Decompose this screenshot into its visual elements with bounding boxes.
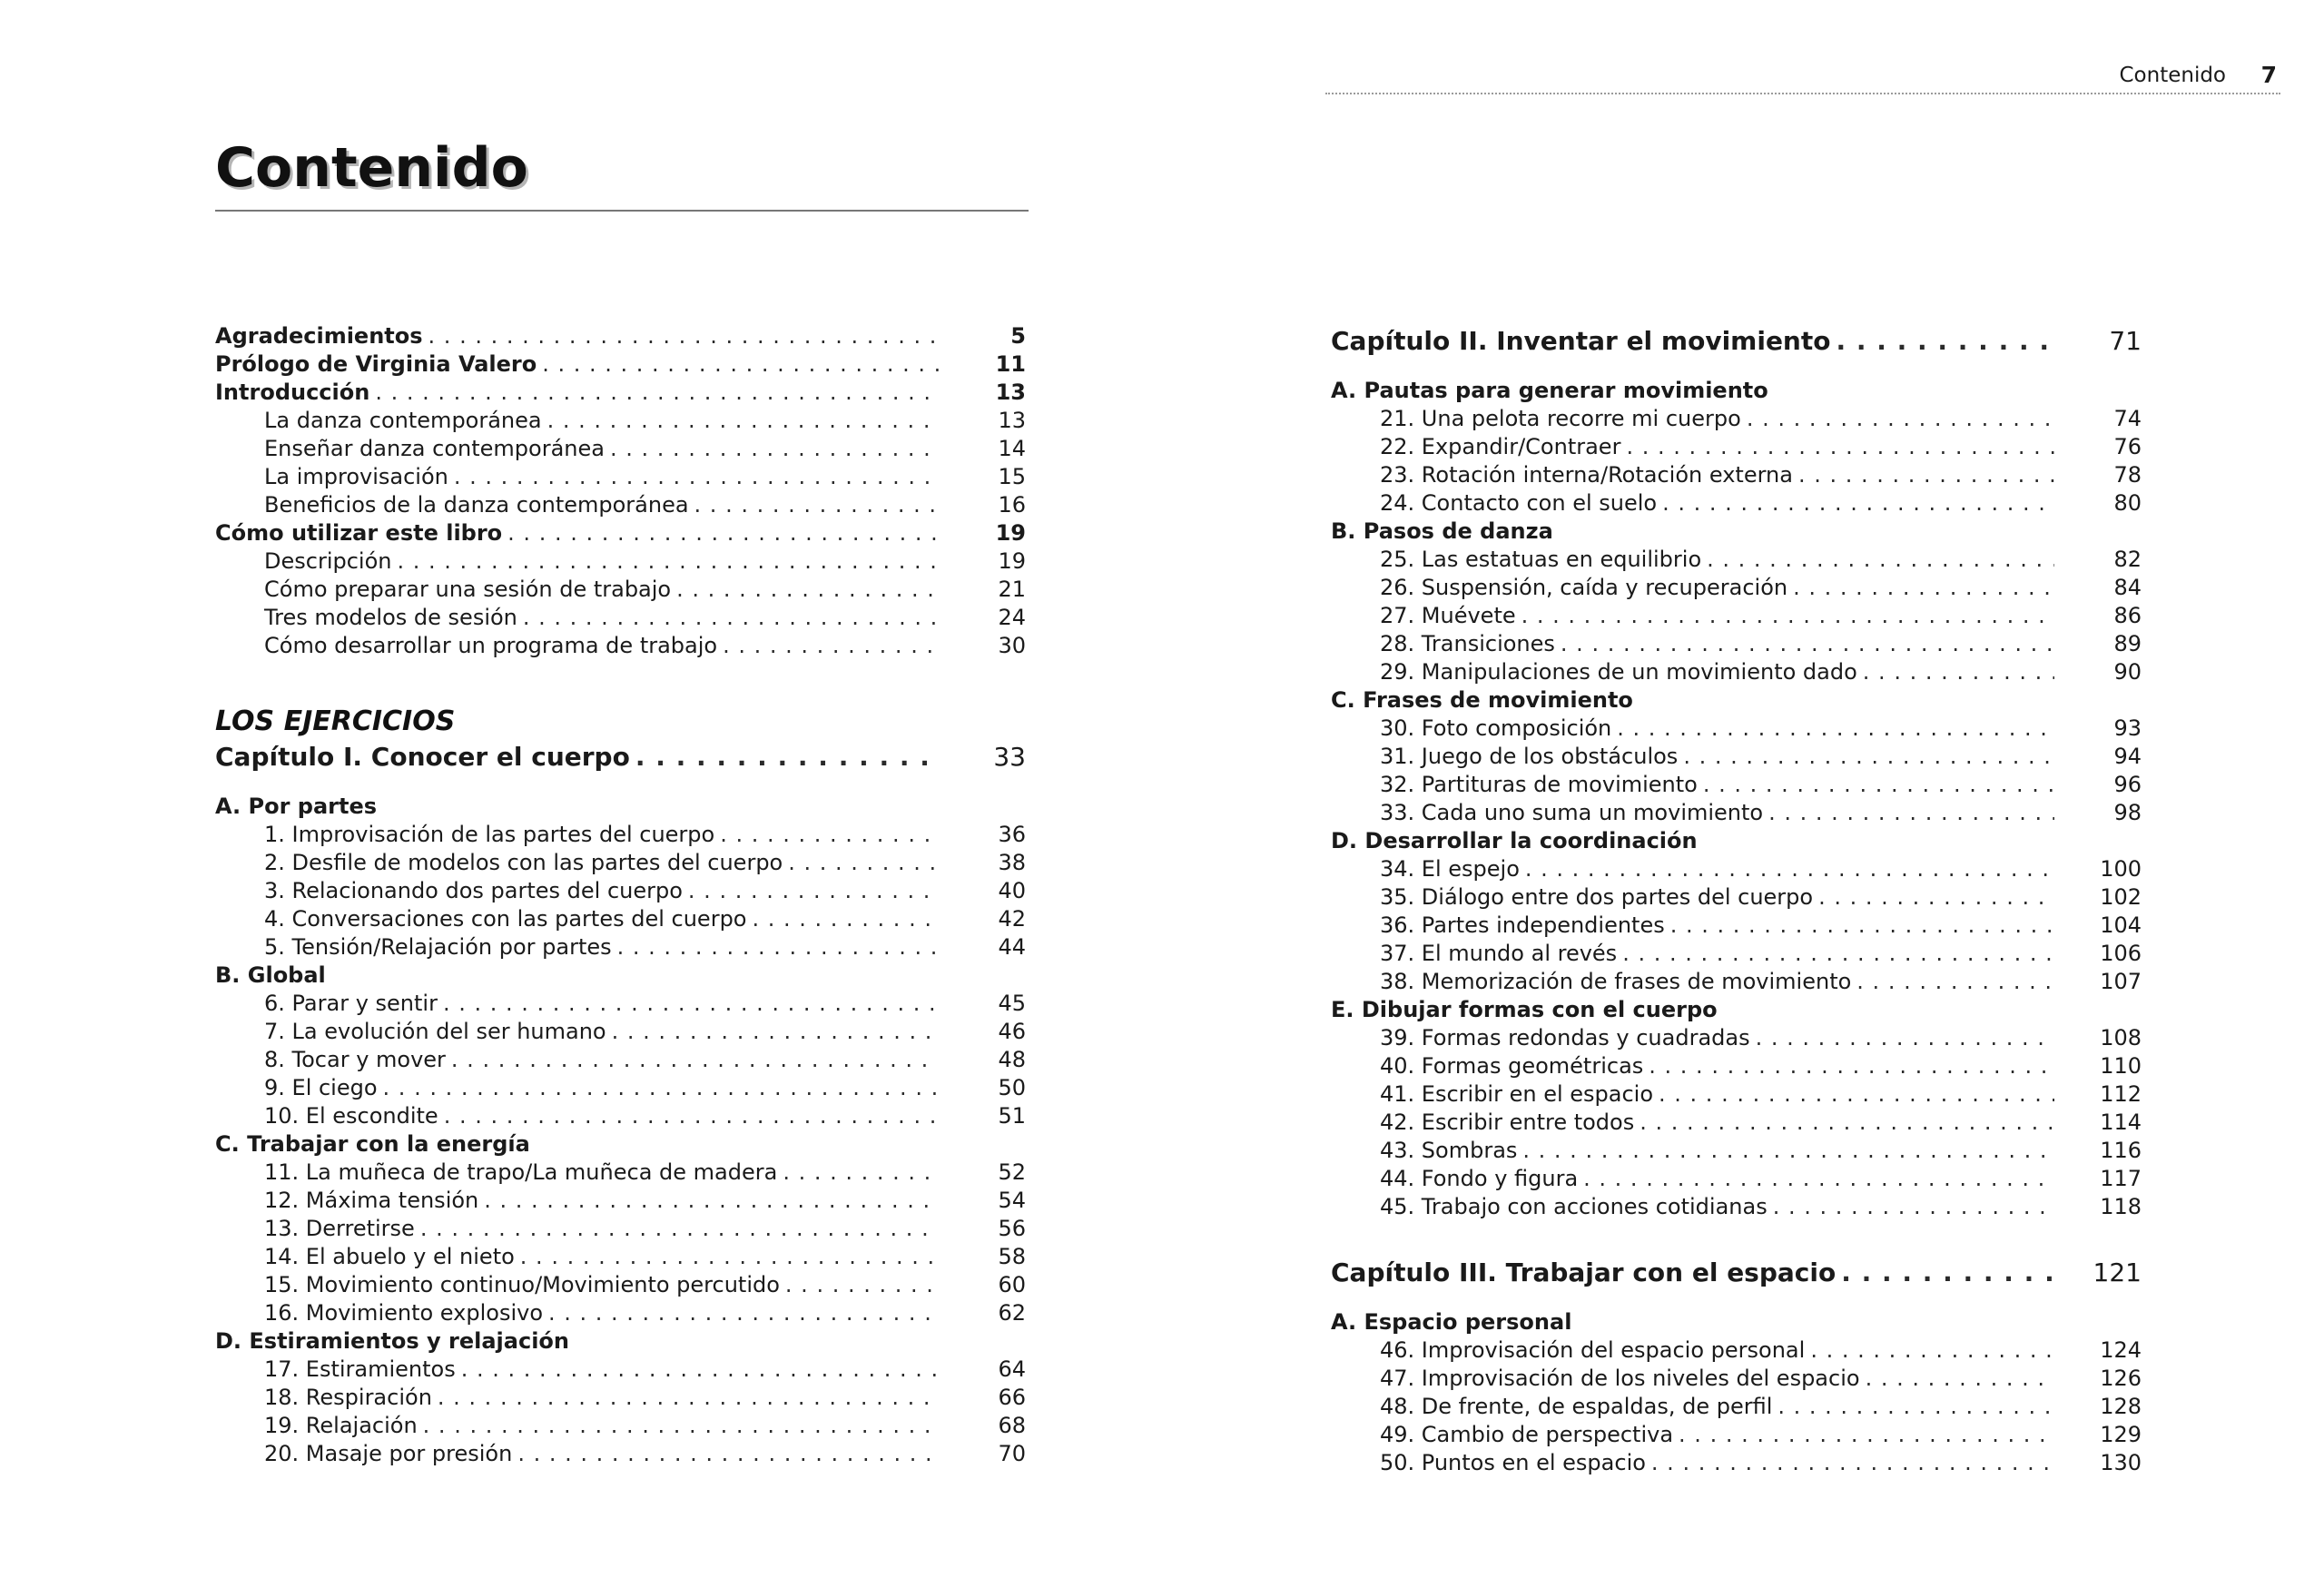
toc-entry[interactable] (1331, 855, 2142, 883)
dot-leader (1622, 940, 2054, 968)
toc-entry[interactable] (215, 1187, 1026, 1215)
toc-entry[interactable] (1331, 940, 2142, 968)
toc-entry[interactable] (1331, 630, 2142, 658)
toc-page-number: 84 (2113, 575, 2142, 600)
toc-page-number: 112 (2100, 1081, 2142, 1107)
toc-entry-title: 46. Improvisación del espacio personal (1380, 1337, 1806, 1363)
toc-page-number: 48 (998, 1047, 1026, 1072)
toc-page-number: 89 (2113, 631, 2142, 656)
toc-entry-title: 28. Transiciones (1380, 631, 1555, 656)
toc-page-number: 45 (998, 991, 1026, 1016)
spacer (1331, 360, 2142, 377)
dot-leader (1662, 489, 2054, 518)
toc-page-number: 108 (2100, 1025, 2142, 1050)
toc-page-number: 40 (998, 878, 1026, 903)
dot-leader (523, 604, 939, 632)
dot-leader (1707, 546, 2054, 574)
toc-page-number: 50 (998, 1075, 1026, 1100)
toc-page-number: 46 (998, 1019, 1026, 1044)
toc-page-number: 38 (998, 850, 1026, 875)
dot-leader (1756, 1024, 2054, 1052)
dot-leader (1703, 771, 2054, 799)
toc-entry[interactable] (215, 547, 1026, 576)
toc-entry[interactable] (1331, 1336, 2142, 1365)
dot-leader (617, 933, 939, 962)
toc-page-number: 121 (2093, 1257, 2142, 1287)
toc-entry[interactable] (215, 1412, 1026, 1440)
dot-leader (723, 632, 939, 660)
dot-leader (1521, 602, 2054, 630)
toc-page-number: 106 (2100, 941, 2142, 966)
toc-page-number: 90 (2113, 659, 2142, 685)
dot-leader (428, 322, 939, 350)
toc-entry[interactable] (1331, 1080, 2142, 1109)
toc-entry-title: 12. Máxima tensión (264, 1188, 479, 1213)
toc-page-number: 11 (995, 351, 1026, 377)
toc-entry[interactable] (1331, 658, 2142, 686)
toc-entry-title: 30. Foto composición (1380, 715, 1612, 741)
toc-entry[interactable] (215, 576, 1026, 604)
toc-entry[interactable] (1331, 489, 2142, 518)
toc-section-heading[interactable]: B. Pasos de danza (1331, 518, 1553, 544)
toc-entry-title: 24. Contacto con el suelo (1380, 490, 1658, 516)
toc-page-number: 102 (2100, 884, 2142, 910)
toc-page-number: 78 (2113, 462, 2142, 488)
toc-page-number: 93 (2113, 715, 2142, 741)
dot-leader (1679, 1421, 2054, 1449)
toc-page-number: 66 (998, 1385, 1026, 1410)
dot-leader (1810, 1336, 2054, 1365)
toc-entry-title: 20. Masaje por presión (264, 1441, 513, 1466)
toc-entry[interactable] (215, 933, 1026, 962)
toc-page-number: 68 (998, 1413, 1026, 1438)
toc-chapter[interactable] (1331, 322, 2142, 360)
toc-entry[interactable] (215, 1159, 1026, 1187)
toc-entry-title: La danza contemporánea (264, 408, 542, 433)
toc-entry-title: 42. Escribir entre todos (1380, 1110, 1635, 1135)
dot-leader (548, 1299, 939, 1327)
dot-leader (1561, 630, 2054, 658)
dot-leader (610, 435, 939, 463)
toc-entry-title: Prólogo de Virginia Valero (215, 351, 537, 377)
toc-page-number: 42 (998, 906, 1026, 932)
toc-section-heading[interactable]: B. Global (215, 962, 326, 988)
toc-entry[interactable] (1331, 574, 2142, 602)
toc-entry[interactable] (1331, 433, 2142, 461)
dot-leader (785, 1271, 939, 1299)
toc-page-number: 110 (2100, 1053, 2142, 1079)
toc-entry[interactable] (1331, 1109, 2142, 1137)
toc-section-heading[interactable]: C. Frases de movimiento (1331, 687, 1633, 713)
toc-page-number: 24 (998, 605, 1026, 630)
toc-entry[interactable] (1331, 968, 2142, 996)
dot-leader (517, 1440, 939, 1468)
dot-leader (635, 738, 939, 776)
toc-page-number: 54 (998, 1188, 1026, 1213)
toc-entry-title: 2. Desfile de modelos con las partes del cuerpo (264, 850, 783, 875)
toc-page-number: 107 (2100, 969, 2142, 994)
toc-page-number: 13 (995, 380, 1026, 405)
dot-leader (676, 576, 939, 604)
toc-page-number: 14 (998, 436, 1026, 461)
toc-entry[interactable] (1331, 1421, 2142, 1449)
toc-page-number: 5 (1010, 323, 1026, 349)
dot-leader (454, 463, 939, 491)
toc-entry-title: 16. Movimiento explosivo (264, 1300, 543, 1326)
toc-entry[interactable] (215, 1215, 1026, 1243)
toc-page-number: 117 (2100, 1166, 2142, 1191)
page-title: Contenido (215, 136, 528, 200)
toc-entry[interactable] (1331, 1024, 2142, 1052)
dot-leader (1777, 1393, 2054, 1421)
toc-page-number: 30 (998, 633, 1026, 658)
part-title: LOS EJERCICIOS (215, 705, 456, 737)
dot-leader (397, 547, 939, 576)
dot-leader (383, 1074, 939, 1102)
toc-entry-title: Cómo desarrollar un programa de trabajo (264, 633, 718, 658)
toc-entry-title: 35. Diálogo entre dos partes del cuerpo (1380, 884, 1814, 910)
toc-page-number: 21 (998, 577, 1026, 602)
toc-page-number: 15 (998, 464, 1026, 489)
dot-leader (444, 1102, 939, 1130)
toc-page-number: 129 (2100, 1422, 2142, 1447)
toc-entry-title: Beneficios de la danza contemporánea (264, 492, 689, 518)
toc-entry[interactable] (1331, 546, 2142, 574)
toc-page-number: 118 (2100, 1194, 2142, 1219)
toc-entry[interactable] (1331, 1137, 2142, 1165)
spacer (215, 660, 1026, 705)
dot-leader (1747, 405, 2054, 433)
dot-leader (1617, 715, 2054, 743)
toc-entry-title: 49. Cambio de perspectiva (1380, 1422, 1674, 1447)
dot-leader (423, 1412, 939, 1440)
toc-entry-title: 8. Tocar y mover (264, 1047, 446, 1072)
toc-entry[interactable] (215, 877, 1026, 905)
toc-entry[interactable] (215, 632, 1026, 660)
dot-leader (720, 821, 939, 849)
toc-page-number: 128 (2100, 1394, 2142, 1419)
toc-entry-title: Descripción (264, 548, 392, 574)
toc-entry[interactable] (1331, 912, 2142, 940)
toc-page-number: 104 (2100, 912, 2142, 938)
dot-leader (1651, 1449, 2054, 1477)
toc-page-number: 62 (998, 1300, 1026, 1326)
toc-entry[interactable] (1331, 743, 2142, 771)
dot-leader (520, 1243, 939, 1271)
dot-leader (1836, 322, 2054, 360)
toc-entry[interactable] (215, 604, 1026, 632)
toc-entry-title: 19. Relajación (264, 1413, 418, 1438)
toc-entry-title: 1. Improvisación de las partes del cuerpo (264, 822, 715, 847)
spacer (215, 776, 1026, 793)
toc-entry[interactable] (215, 1384, 1026, 1412)
toc-entry[interactable] (215, 322, 1026, 350)
toc-entry-title: 27. Muévete (1380, 603, 1516, 628)
toc-page-number: 19 (998, 548, 1026, 574)
dot-leader (1649, 1052, 2054, 1080)
toc-entry[interactable] (1331, 405, 2142, 433)
toc-page-number: 124 (2100, 1337, 2142, 1363)
toc-page-number: 126 (2100, 1366, 2142, 1391)
toc-entry-title: 33. Cada uno suma un movimiento (1380, 800, 1764, 825)
toc-page-number: 116 (2100, 1138, 2142, 1163)
toc-entry[interactable] (215, 905, 1026, 933)
toc-entry[interactable] (1331, 1449, 2142, 1477)
toc-entry-title: Enseñar danza contemporánea (264, 436, 605, 461)
toc-page-number: 82 (2113, 547, 2142, 572)
toc-chapter[interactable] (215, 738, 1026, 776)
toc-section-heading[interactable]: A. Por partes (215, 794, 378, 819)
toc-page-number: 76 (2113, 434, 2142, 459)
toc-page-number: 98 (2113, 800, 2142, 825)
toc-entry-title: 50. Puntos en el espacio (1380, 1450, 1646, 1475)
toc-entry-title: 26. Suspensión, caída y recuperación (1380, 575, 1788, 600)
dot-leader (375, 379, 939, 407)
title-rule (215, 210, 1029, 212)
toc-page-number: 36 (998, 822, 1026, 847)
toc-entry[interactable] (215, 463, 1026, 491)
toc-entry-title: 44. Fondo y figura (1380, 1166, 1579, 1191)
toc-entry-title: 31. Juego de los obstáculos (1380, 744, 1679, 769)
dot-leader (1798, 461, 2054, 489)
toc-entry-title: 18. Respiración (264, 1385, 432, 1410)
dot-leader (1525, 855, 2054, 883)
toc-page-number: 13 (998, 408, 1026, 433)
toc-entry[interactable] (215, 379, 1026, 407)
toc-entry-title: 11. La muñeca de trapo/La muñeca de madera (264, 1159, 778, 1185)
front-matter-list (215, 322, 1026, 660)
toc-entry[interactable] (215, 1074, 1026, 1102)
toc-entry-title: Introducción (215, 380, 370, 405)
toc-entry-title: 17. Estiramientos (264, 1356, 456, 1382)
dot-leader (507, 519, 939, 547)
toc-page-number: 114 (2100, 1110, 2142, 1135)
toc-entry-title: 15. Movimiento continuo/Movimiento percutido (264, 1272, 780, 1297)
toc-page-number: 44 (998, 934, 1026, 960)
toc-section-heading[interactable]: C. Trabajar con la energía (215, 1131, 530, 1157)
toc-page-number: 86 (2113, 603, 2142, 628)
dot-leader (783, 1159, 939, 1187)
toc-section-heading[interactable]: E. Dibujar formas con el cuerpo (1331, 997, 1718, 1022)
toc-entry-title: 10. El escondite (264, 1103, 438, 1129)
toc-entry[interactable] (1331, 1165, 2142, 1193)
toc-entry[interactable] (1331, 771, 2142, 799)
toc-page-number: 58 (998, 1244, 1026, 1269)
chapter-list (1331, 322, 2142, 1477)
toc-entry[interactable] (1331, 1393, 2142, 1421)
toc-entry-title: Tres modelos de sesión (264, 605, 517, 630)
toc-entry[interactable] (215, 1356, 1026, 1384)
dot-leader (688, 877, 939, 905)
toc-entry-title: 39. Formas redondas y cuadradas (1380, 1025, 1750, 1050)
toc-entry-title: 47. Improvisación de los niveles del espacio (1380, 1366, 1860, 1391)
toc-entry-title: 7. La evolución del ser humano (264, 1019, 606, 1044)
dot-leader (451, 1046, 939, 1074)
toc-page-number: 70 (998, 1441, 1026, 1466)
toc-entry-title: 45. Trabajo con acciones cotidianas (1380, 1194, 1768, 1219)
dot-leader (1522, 1137, 2054, 1165)
dot-leader (1773, 1193, 2054, 1221)
toc-page-number: 71 (2109, 326, 2142, 356)
dot-leader (420, 1215, 939, 1243)
toc-entry-title: 23. Rotación interna/Rotación externa (1380, 462, 1793, 488)
dot-leader (542, 350, 939, 379)
toc-entry[interactable] (215, 1102, 1026, 1130)
toc-entry[interactable] (215, 491, 1026, 519)
dot-leader (1768, 799, 2054, 827)
toc-left-column (215, 322, 1026, 1468)
toc-entry[interactable] (215, 1018, 1026, 1046)
dot-leader (1640, 1109, 2054, 1137)
toc-entry[interactable] (1331, 461, 2142, 489)
toc-entry[interactable] (1331, 1052, 2142, 1080)
dot-leader (1856, 968, 2054, 996)
toc-entry[interactable] (215, 519, 1026, 547)
toc-entry-title: 3. Relacionando dos partes del cuerpo (264, 878, 683, 903)
toc-section-heading[interactable]: A. Pautas para generar movimiento (1331, 378, 1768, 403)
dot-leader (1818, 883, 2054, 912)
toc-entry-title: 34. El espejo (1380, 856, 1520, 882)
toc-page-number: 19 (995, 520, 1026, 546)
toc-entry-title: 4. Conversaciones con las partes del cuerpo (264, 906, 747, 932)
toc-entry[interactable] (215, 1271, 1026, 1299)
toc-entry-title: 36. Partes independientes (1380, 912, 1665, 938)
dot-leader (788, 849, 939, 877)
toc-page-number: 51 (998, 1103, 1026, 1129)
dot-leader (1670, 912, 2054, 940)
toc-chapter-title: Capítulo I. Conocer el cuerpo (215, 742, 630, 772)
toc-page-number: 64 (998, 1356, 1026, 1382)
toc-entry[interactable] (1331, 799, 2142, 827)
spacer (1331, 1221, 2142, 1254)
toc-page-number: 94 (2113, 744, 2142, 769)
toc-entry-title: 13. Derretirse (264, 1216, 415, 1241)
toc-entry[interactable] (215, 1299, 1026, 1327)
toc-entry[interactable] (215, 350, 1026, 379)
toc-entry-title: Capítulo III. Trabajar con el espacio (1331, 1257, 1837, 1287)
toc-entry-title: Agradecimientos (215, 323, 423, 349)
toc-entry-title: 38. Memorización de frases de movimiento (1380, 969, 1852, 994)
toc-entry-title: 9. El ciego (264, 1075, 378, 1100)
dot-leader (752, 905, 939, 933)
toc-entry-title: 14. El abuelo y el nieto (264, 1244, 515, 1269)
toc-entry-title: Cómo preparar una sesión de trabajo (264, 577, 672, 602)
toc-chapter[interactable] (1331, 1254, 2142, 1292)
toc-page-number: 74 (2113, 406, 2142, 431)
dot-leader (547, 407, 939, 435)
dot-leader (461, 1356, 939, 1384)
dot-leader (1583, 1165, 2054, 1193)
chapter-sections (215, 793, 1026, 1468)
toc-entry[interactable] (215, 435, 1026, 463)
toc-page-number: 52 (998, 1159, 1026, 1185)
dot-leader (612, 1018, 939, 1046)
toc-page-number: 80 (2113, 490, 2142, 516)
toc-entry[interactable] (1331, 1365, 2142, 1393)
toc-entry-title: 43. Sombras (1380, 1138, 1518, 1163)
page-number: 7 (2260, 62, 2277, 88)
toc-entry-title: 29. Manipulaciones de un movimiento dado (1380, 659, 1857, 685)
dot-leader (694, 491, 939, 519)
toc-entry-title: 25. Las estatuas en equilibrio (1380, 547, 1702, 572)
toc-entry[interactable] (1331, 715, 2142, 743)
toc-entry-title: 40. Formas geométricas (1380, 1053, 1644, 1079)
toc-page-number: 96 (2113, 772, 2142, 797)
dot-leader (1683, 743, 2054, 771)
toc-page-number: 60 (998, 1272, 1026, 1297)
toc-entry-title: 41. Escribir en el espacio (1380, 1081, 1654, 1107)
toc-section-heading[interactable]: D. Estiramientos y relajación (215, 1328, 569, 1354)
dot-leader (1626, 433, 2054, 461)
dot-leader (438, 1384, 939, 1412)
running-header-title: Contenido (2119, 64, 2226, 87)
toc-page-number: 16 (998, 492, 1026, 518)
dot-leader (484, 1187, 939, 1215)
toc-entry-title: 6. Parar y sentir (264, 991, 438, 1016)
dot-leader (1793, 574, 2054, 602)
dot-leader (1866, 1365, 2054, 1393)
toc-entry[interactable] (215, 990, 1026, 1018)
running-header (1325, 56, 2280, 94)
toc-page-number: 100 (2100, 856, 2142, 882)
toc-entry-title: 5. Tensión/Relajación por partes (264, 934, 612, 960)
toc-section-heading[interactable]: A. Espacio personal (1331, 1309, 1572, 1335)
toc-entry-title: La improvisación (264, 464, 448, 489)
toc-right-column (1331, 322, 2142, 1477)
toc-entry[interactable] (1331, 883, 2142, 912)
dot-leader (1841, 1254, 2054, 1292)
dot-leader (1863, 658, 2054, 686)
toc-page-number: 56 (998, 1216, 1026, 1241)
toc-entry[interactable] (215, 821, 1026, 849)
toc-entry[interactable] (1331, 1193, 2142, 1221)
toc-entry-title: 32. Partituras de movimiento (1380, 772, 1698, 797)
toc-entry[interactable] (215, 849, 1026, 877)
spacer (1331, 1292, 2142, 1308)
toc-section-heading[interactable]: D. Desarrollar la coordinación (1331, 828, 1698, 853)
toc-entry-title: 48. De frente, de espaldas, de perfil (1380, 1394, 1773, 1419)
toc-entry-title: 22. Expandir/Contraer (1380, 434, 1621, 459)
toc-entry[interactable] (1331, 602, 2142, 630)
dot-leader (443, 990, 939, 1018)
toc-entry[interactable] (215, 1046, 1026, 1074)
toc-page-number: 130 (2100, 1450, 2142, 1475)
toc-entry-title: 21. Una pelota recorre mi cuerpo (1380, 406, 1741, 431)
toc-page-number: 33 (993, 742, 1026, 772)
toc-entry[interactable] (215, 1440, 1026, 1468)
toc-entry-title: Cómo utilizar este libro (215, 520, 503, 546)
toc-entry-title: 37. El mundo al revés (1380, 941, 1618, 966)
toc-entry-title: Capítulo II. Inventar el movimiento (1331, 326, 1831, 356)
toc-entry[interactable] (215, 1243, 1026, 1271)
dot-leader (1659, 1080, 2054, 1109)
toc-entry[interactable] (215, 407, 1026, 435)
